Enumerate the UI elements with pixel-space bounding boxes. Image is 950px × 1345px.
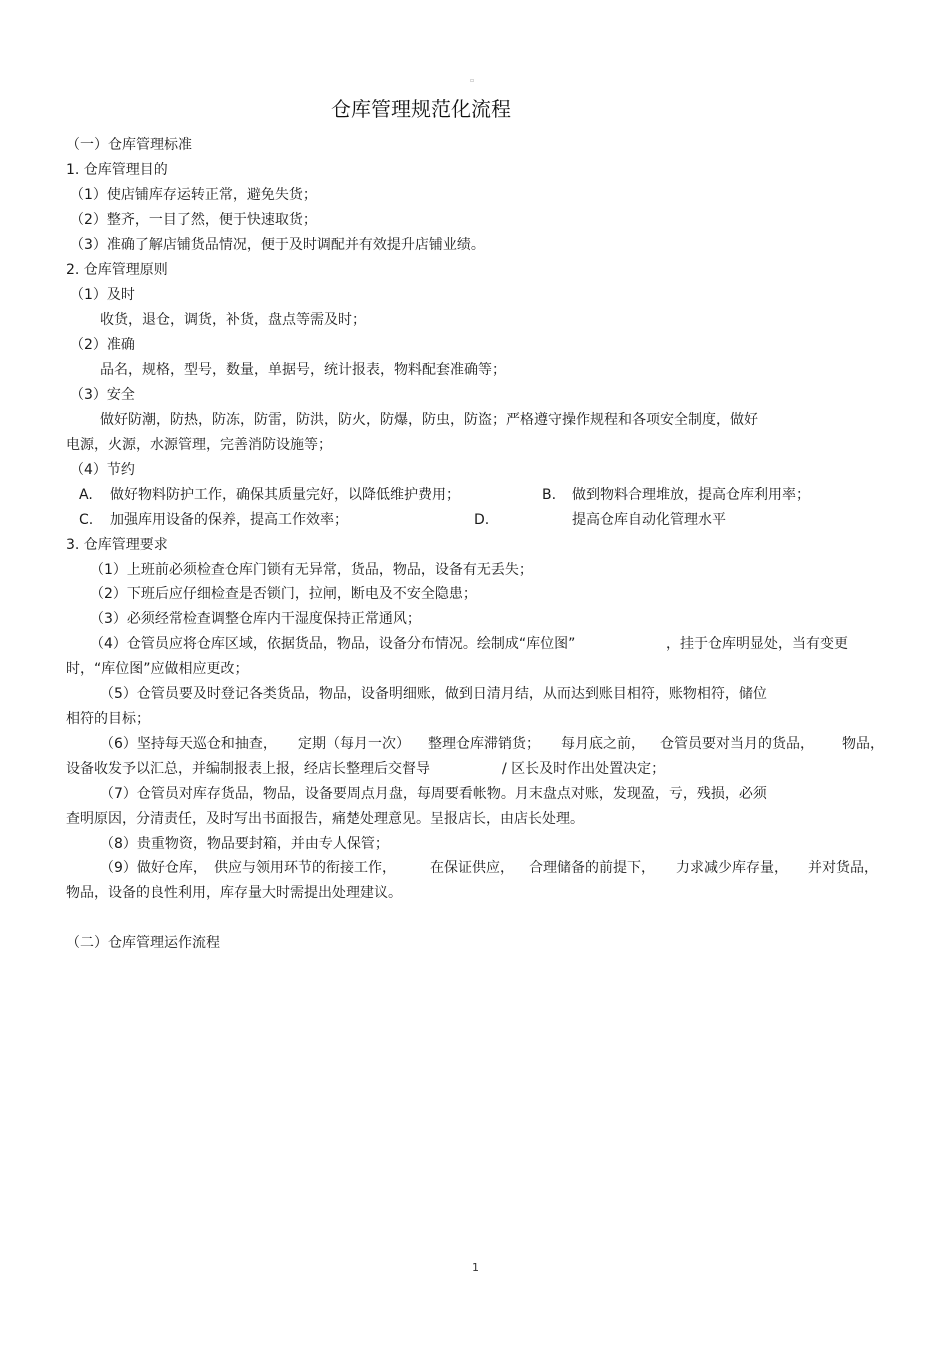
requirement-6-line-2-seg-1: 设备收发予以汇总，并编制报表上报，经店长整理后交督导	[66, 761, 430, 777]
principle-3-text-1: 做好防潮，防热，防冻，防雷，防洪，防火，防爆，防虫，防盗；严格遵守操作规程和各项安全制度，做好	[100, 412, 758, 428]
saving-item-a-letter: A.	[79, 487, 93, 503]
saving-item-d-text: 提高仓库自动化管理水平	[572, 512, 726, 528]
saving-item-a-text: 做好物料防护工作，确保其质量完好，以降低维护费用；	[110, 487, 460, 503]
saving-item-c-text: 加强库用设备的保养，提高工作效率；	[110, 512, 348, 528]
document-title: 仓库管理规范化流程	[331, 97, 511, 121]
principle-2-label: （2）准确	[70, 337, 135, 353]
requirement-9-seg-1: （9）做好仓库，	[100, 860, 207, 876]
purpose-item-2: （2）整齐，一目了然，便于快速取货；	[70, 212, 317, 228]
purpose-item-3: （3）准确了解店铺货品情况，便于及时调配并有效提升店铺业绩。	[70, 237, 485, 253]
requirement-6-seg-4: 每月底之前，	[561, 736, 645, 752]
requirement-6-seg-3: 整理仓库滞销货；	[428, 736, 540, 752]
requirement-9-seg-3: 在保证供应，	[430, 860, 514, 876]
principle-1-label: （1）及时	[70, 287, 135, 303]
saving-item-b-letter: B.	[542, 487, 557, 503]
saving-item-c-letter: C.	[79, 512, 94, 528]
requirement-6-line-2-seg-2: / 区长及时作出处置决定；	[502, 761, 666, 777]
requirement-4-part-a: （4）仓管员应将仓库区域，依据货品，物品，设备分布情况。绘制成“库位图”	[90, 636, 576, 652]
requirement-6-seg-6: 物品，	[842, 736, 884, 752]
requirement-6-seg-1: （6）坚持每天巡仓和抽查，	[100, 736, 277, 752]
section2-heading: （二）仓库管理运作流程	[66, 935, 220, 951]
principle-3-label: （3）安全	[70, 387, 135, 403]
heading-purpose: 1. 仓库管理目的	[66, 162, 168, 178]
requirement-6-seg-5: 仓管员要对当月的货品，	[660, 736, 814, 752]
top-mark: ▫	[470, 77, 475, 84]
section1-heading: （一）仓库管理标准	[66, 137, 192, 153]
requirement-9-seg-6: 并对货品，	[808, 860, 878, 876]
requirement-8: （8）贵重物资，物品要封箱，并由专人保管；	[100, 836, 389, 852]
requirement-5-part-b: 相符的目标；	[66, 711, 150, 727]
requirement-3: （3）必须经常检查调整仓库内干湿度保持正常通风；	[90, 611, 421, 627]
requirement-1: （1）上班前必须检查仓库门锁有无异常，货品，物品，设备有无丢失；	[90, 562, 533, 578]
principle-1-text: 收货，退仓，调货，补货，盘点等需及时；	[100, 312, 366, 328]
requirement-7-part-b: 查明原因，分清责任，及时写出书面报告，痛楚处理意见。呈报店长，由店长处理。	[66, 811, 584, 827]
principle-2-text: 品名，规格，型号，数量，单据号，统计报表，物料配套准确等；	[100, 362, 506, 378]
principle-4-label: （4）节约	[70, 462, 135, 478]
requirement-2: （2）下班后应仔细检查是否锁门，拉闸，断电及不安全隐患；	[90, 586, 477, 602]
requirement-9-line-2: 物品，设备的良性利用，库存量大时需提出处理建议。	[66, 885, 402, 901]
requirement-9-seg-4: 合理储备的前提下，	[529, 860, 655, 876]
requirement-6-seg-2: 定期（每月一次）	[298, 736, 410, 752]
principle-3-text-2: 电源，火源，水源管理，完善消防设施等；	[66, 437, 332, 453]
purpose-item-1: （1）使店铺库存运转正常，避免失货；	[70, 187, 317, 203]
saving-item-b-text: 做到物料合理堆放，提高仓库利用率；	[572, 487, 810, 503]
requirement-7-part-a: （7）仓管员对库存货品，物品，设备要周点月盘，每周要看帐物。月末盘点对账，发现盈，亏，残损，必须	[100, 786, 767, 802]
requirement-5-part-a: （5）仓管员要及时登记各类货品，物品，设备明细账，做到日清月结，从而达到账目相符，账物相符，储位	[100, 686, 767, 702]
saving-item-d-letter: D.	[474, 512, 490, 528]
requirement-4-part-c: 时，“库位图”应做相应更改；	[66, 661, 249, 677]
heading-principles: 2. 仓库管理原则	[66, 262, 168, 278]
requirement-4-part-b: ，挂于仓库明显处，当有变更	[666, 636, 848, 652]
heading-requirements: 3. 仓库管理要求	[66, 537, 168, 553]
requirement-9-seg-5: 力求减少库存量，	[676, 860, 788, 876]
requirement-9-seg-2: 供应与领用环节的衔接工作，	[214, 860, 396, 876]
page-number: 1	[472, 1261, 479, 1274]
